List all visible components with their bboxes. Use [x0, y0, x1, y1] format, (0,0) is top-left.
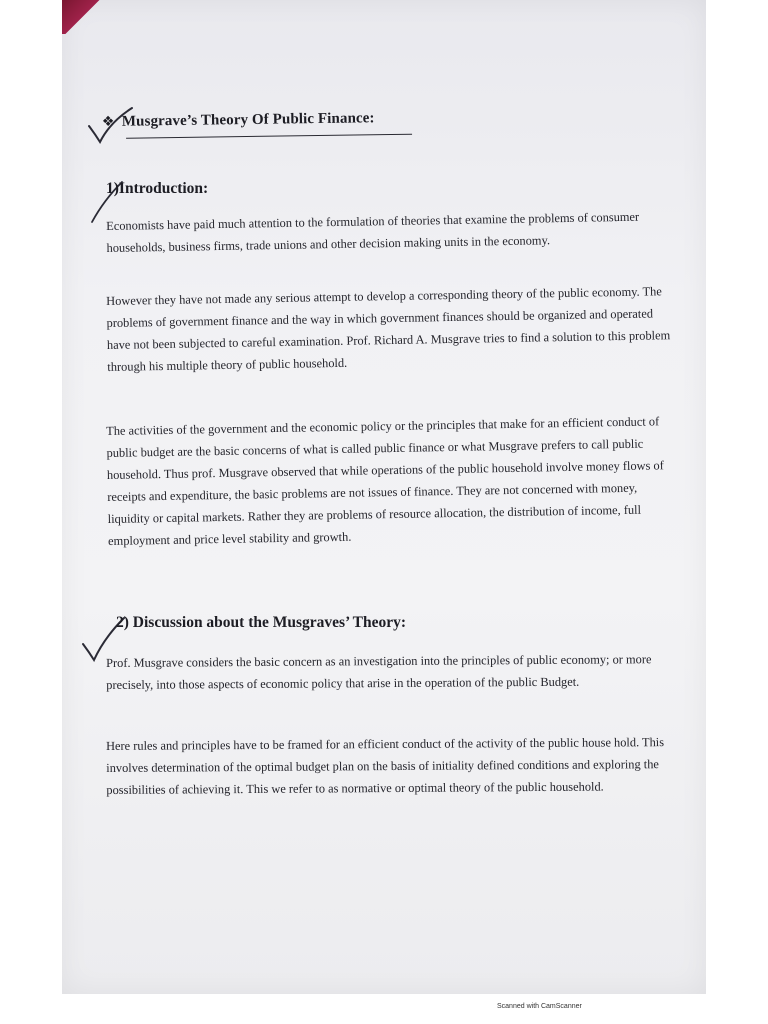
paragraph-discussion-1: Prof. Musgrave considers the basic concern as an investigation into the principles of public economy; or more precisely, into those aspects of economic policy that arise in the operation of the public Budget. — [106, 652, 652, 692]
scanner-watermark: Scanned with CamScanner — [497, 1003, 582, 1010]
title-block — [101, 109, 436, 148]
section-heading-discussion: 2) Discussion about the Musgraves’ Theory: — [116, 614, 407, 631]
title-underline — [126, 134, 412, 139]
diamond-dots-bullet-icon: ❖ — [101, 114, 115, 131]
paragraph-intro-1: Economists have paid much attention to the formulation of theories that examine the problems of consumer households, business firms, trade unions and other decision making units in the economy. — [106, 209, 640, 255]
section-heading-introduction: 1)Introduction: — [106, 180, 209, 197]
document-title: Musgrave’s Theory Of Public Finance: — [121, 110, 375, 130]
paragraph-intro-3: The activities of the government and the economic policy or the principles that make for an efficient conduct of public budget are the basic concerns of what is called public finance or what Musgrave prefers to call public household. Thus prof. Musgrave observed that while operations of the public household involve money flows of receipts and expenditure, the basic problems are not issues of finance. They are not concerned with money, liquidity or capital markets. Rather they are problems of resource allocation, the distribution of income, full employment and price level stability and growth. — [106, 414, 664, 548]
binder-corner — [62, 0, 102, 34]
paragraph-intro-2: However they have not made any serious attempt to develop a corresponding theory of the public economy. The problems of government finance and the way in which government finances should be organized and operated have not been subjected to careful examination. Prof. Richard A. Musgrave tries to find a solution to this problem through his multiple theory of public household. — [106, 284, 671, 374]
paragraph-discussion-2: Here rules and principles have to be framed for an efficient conduct of the activity of the public house hold. This involves determination of the optimal budget plan on the basis of initiality defined conditions and exploring the possibilities of achieving it. This we refer to as normative or optimal theory of the public household. — [106, 735, 665, 797]
